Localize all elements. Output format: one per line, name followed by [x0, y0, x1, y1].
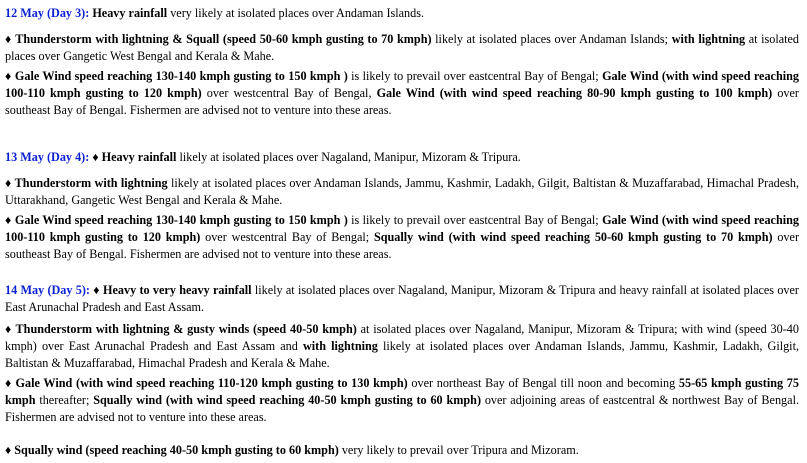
text-run: ♦ Heavy rainfall	[89, 150, 177, 164]
day3-rainfall-paragraph	[5, 5, 799, 22]
day4-rainfall-paragraph	[5, 149, 799, 166]
text-run: likely at isolated places over Andaman Islands, Jammu, Kashmir, Ladakh, Gilgit, Baltistan & Muzaffarabad, Himachal Pradesh and Kerala & Mahe.	[5, 339, 799, 370]
day5-thunderstorm-paragraph	[5, 321, 799, 372]
text-run: very likely to prevail over Tripura and Mizoram.	[338, 443, 579, 457]
text-run: over southeast Bay of Bengal. Fishermen are advised not to venture into these areas.	[5, 86, 799, 117]
text-run: is likely to prevail over eastcentral Bay of Bengal;	[347, 69, 603, 83]
day3-heading: 12 May (Day 3):	[5, 6, 90, 20]
text-run: very likely at isolated places over Andaman Islands.	[167, 6, 425, 20]
text-run: at isolated places over Nagaland, Manipur, Mizoram & Tripura; with wind (speed 30-40 kmph) over East Arunachal Pradesh and East Assam and	[5, 322, 799, 353]
text-run: is likely to prevail over eastcentral Bay of Bengal;	[347, 213, 603, 227]
text-run: Gale Wind (with wind speed reaching 80-90 kmph gusting to 100 kmph)	[376, 86, 773, 100]
text-run: ♦ Squally wind (speed reaching 40-50 kmph gusting to 60 kmph)	[5, 443, 339, 457]
text-run: likely at isolated places over Andaman Islands, Jammu, Kashmir, Ladakh, Gilgit, Baltistan & Muzaffarabad, Himachal Pradesh, Uttarakhand, Gangetic West Bengal and Kerala & Mahe.	[5, 176, 799, 207]
text-run: Heavy rainfall	[89, 6, 168, 20]
day3-thunderstorm-paragraph	[5, 31, 799, 65]
text-run: ♦ Thunderstorm with lightning & gusty winds (speed 40-50 kmph)	[5, 322, 357, 336]
day4-thunderstorm-paragraph	[5, 175, 799, 209]
text-run: Squally wind (with wind speed reaching 40-50 kmph gusting to 60 kmph)	[93, 393, 481, 407]
text-run: with lightning	[302, 339, 378, 353]
text-run: ♦ Thunderstorm with lightning & Squall (speed 50-60 kmph gusting to 70 kmph)	[5, 32, 432, 46]
text-run: likely at isolated places over Nagaland, Manipur, Mizoram & Tripura and heavy rainfall at isolated places over East Arunachal Pradesh and East Assam.	[5, 283, 799, 314]
text-run: with lightning	[671, 32, 746, 46]
text-run: at isolated places over Gangetic West Bengal and Kerala & Mahe.	[5, 32, 800, 63]
text-run: thereafter;	[35, 393, 94, 407]
text-run: over adjoining areas of eastcentral & northwest Bay of Bengal. Fishermen are advised not to venture into these areas.	[5, 393, 799, 424]
day5-squally-wind-paragraph	[5, 442, 799, 459]
day5-heading: 14 May (Day 5):	[5, 283, 90, 297]
day5-gale-wind-paragraph	[5, 375, 799, 426]
text-run: Gale Wind (with wind speed reaching 100-110 kmph gusting to 120 kmph)	[5, 213, 799, 244]
text-run: over westcentral Bay of Bengal,	[201, 86, 377, 100]
text-run: ♦ Gale Wind (with wind speed reaching 110-120 kmph gusting to 130 kmph)	[5, 376, 408, 390]
text-run: likely at isolated places over Andaman Islands;	[431, 32, 672, 46]
day5-rainfall-paragraph	[5, 282, 799, 316]
text-run: over westcentral Bay of Bengal;	[200, 230, 374, 244]
text-run: 55-65 kmph gusting 75 kmph	[5, 376, 799, 407]
text-run: ♦ Gale Wind speed reaching 130-140 kmph gusting to 150 kmph )	[5, 213, 348, 227]
text-run: ♦ Heavy to very heavy rainfall	[90, 283, 252, 297]
text-run: Squally wind (with wind speed reaching 50-60 kmph gusting to 70 kmph)	[373, 230, 773, 244]
day4-heading: 13 May (Day 4):	[5, 150, 90, 164]
text-run: Gale Wind (with wind speed reaching 100-110 kmph gusting to 120 kmph)	[5, 69, 799, 100]
day4-gale-wind-paragraph	[5, 212, 799, 263]
text-run: ♦ Gale Wind speed reaching 130-140 kmph gusting to 150 kmph )	[5, 69, 348, 83]
text-run: over northeast Bay of Bengal till noon and becoming	[407, 376, 679, 390]
text-run: likely at isolated places over Nagaland, Manipur, Mizoram & Tripura.	[176, 150, 521, 164]
text-run: ♦ Thunderstorm with lightning	[5, 176, 168, 190]
day3-gale-wind-paragraph	[5, 68, 799, 119]
text-run: over southeast Bay of Bengal. Fishermen are advised not to venture into these areas.	[5, 230, 799, 261]
